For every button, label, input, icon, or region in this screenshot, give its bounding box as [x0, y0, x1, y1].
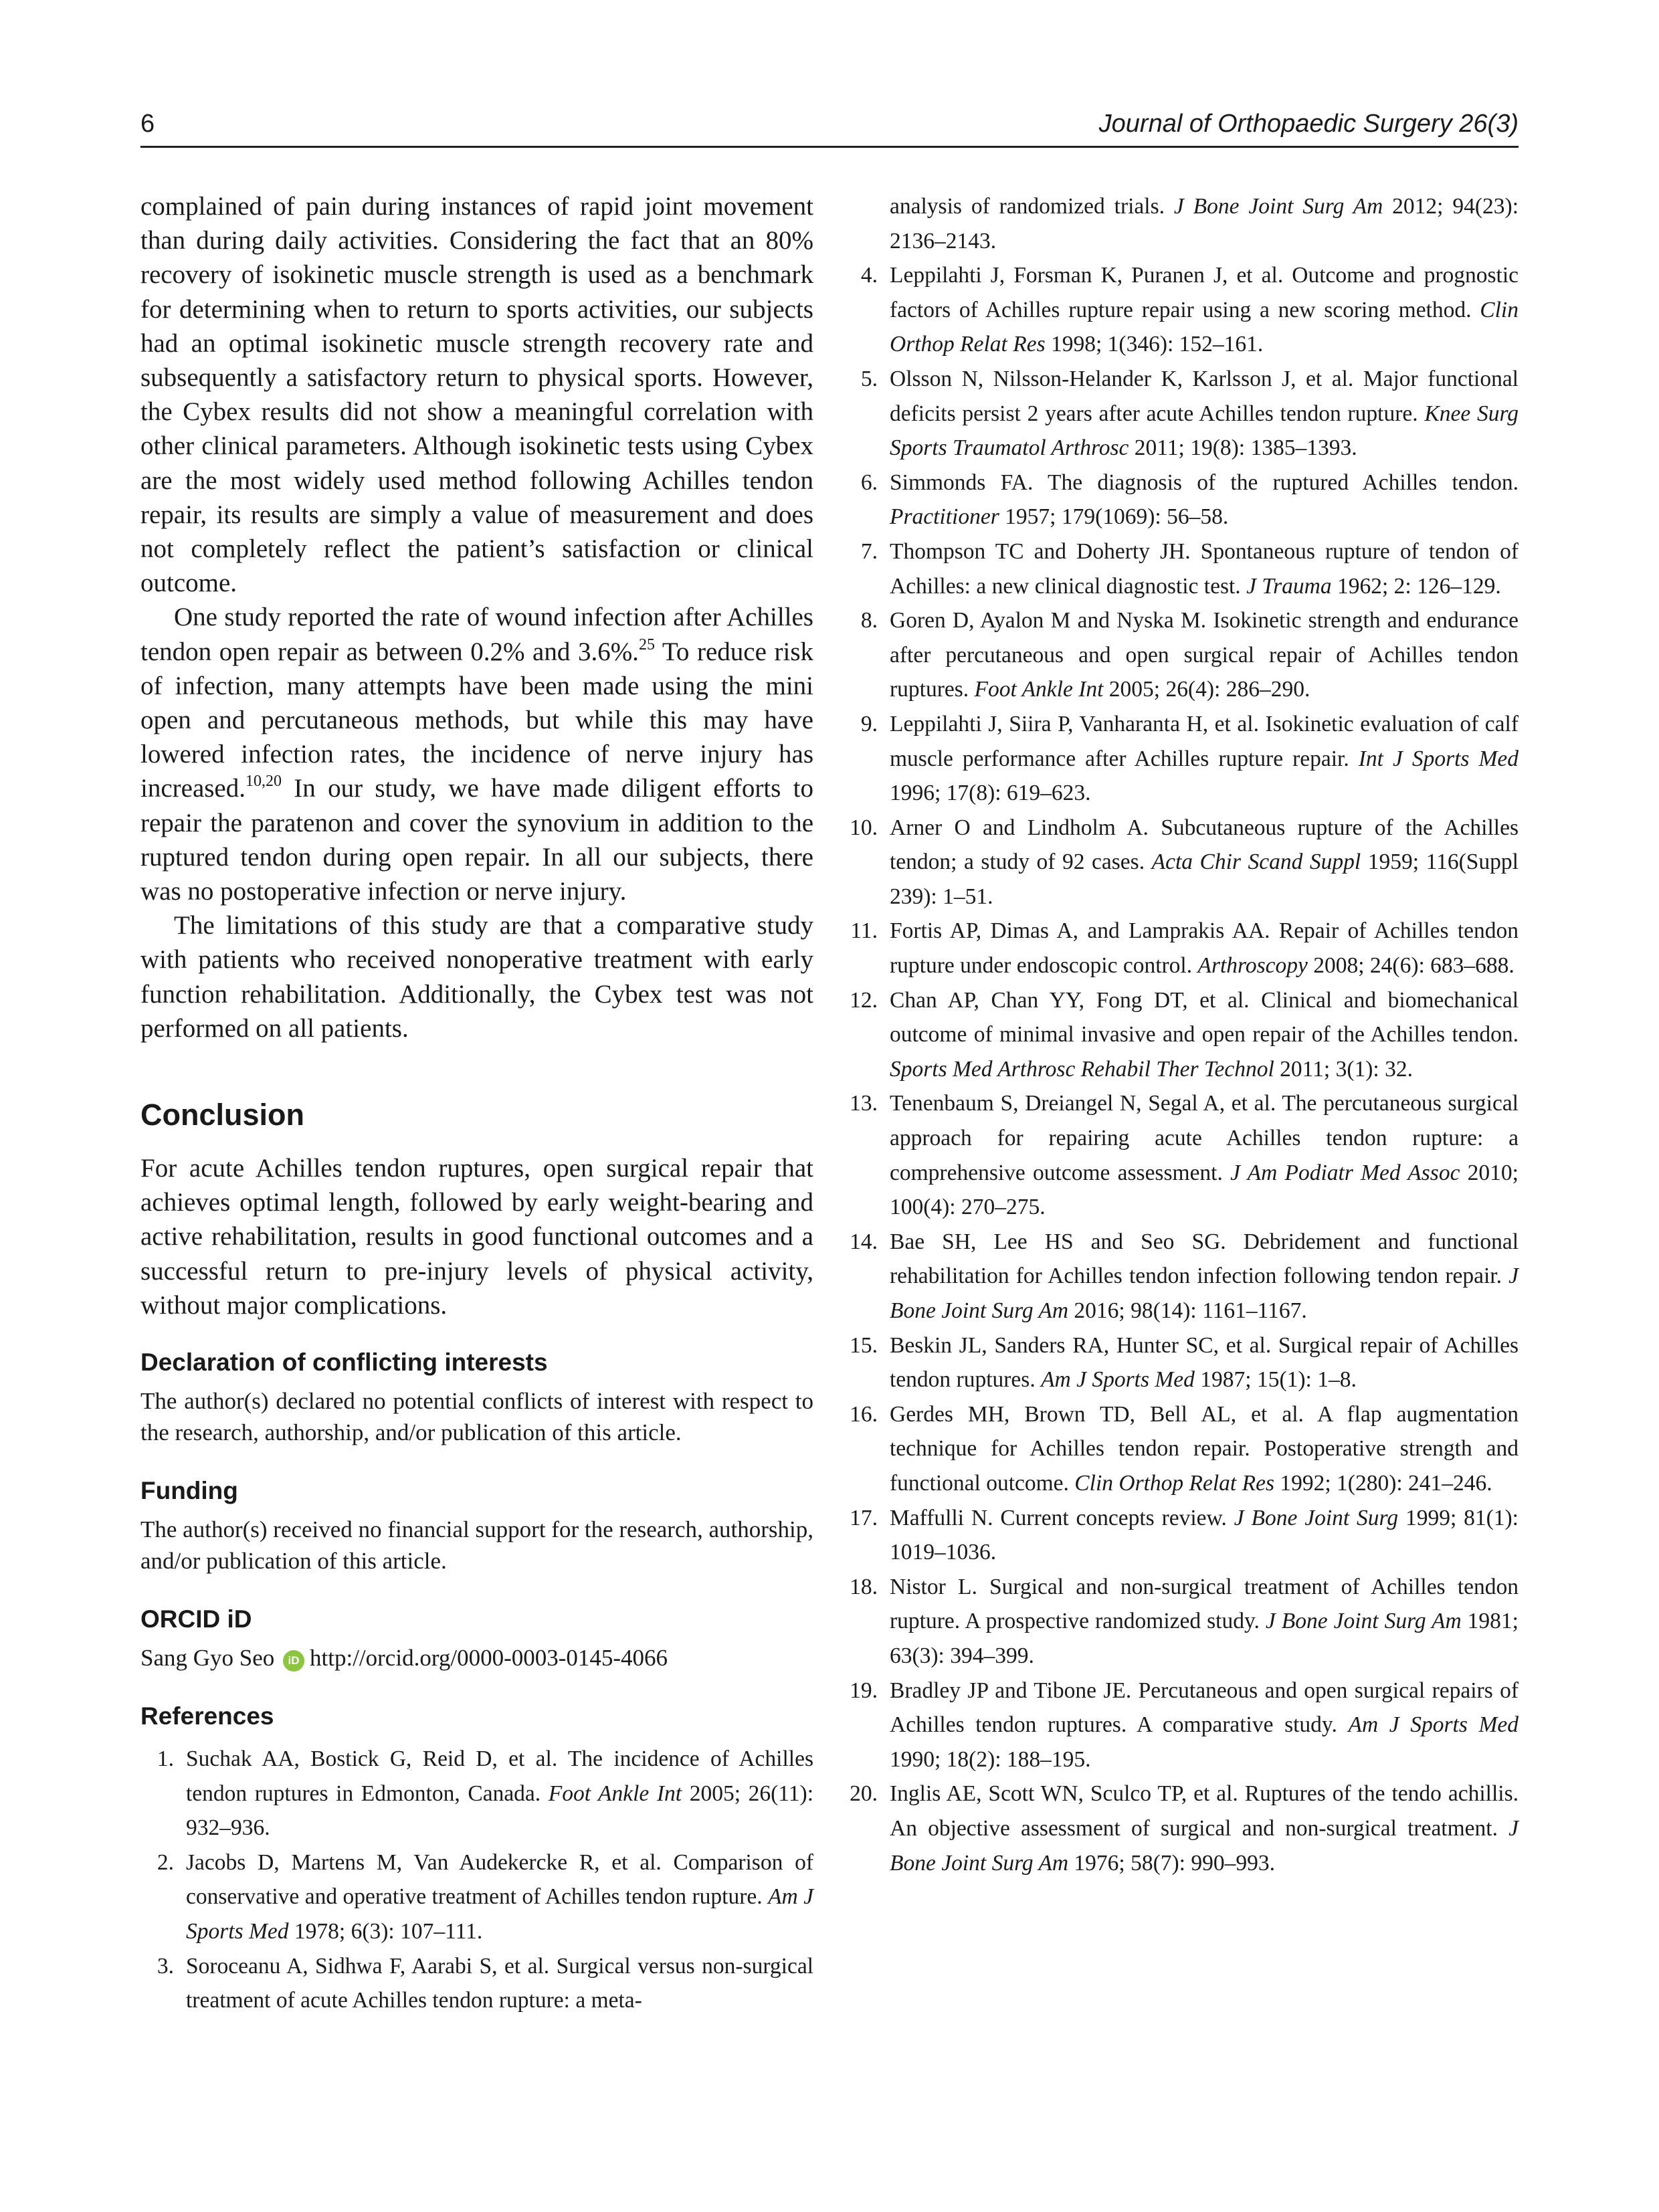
- right-column: [844, 189, 1519, 1880]
- orcid-entry: [140, 1642, 813, 1674]
- declaration-text: The author(s) declared no potential conflicts of interest with respect to the research, authorship, and/or publication of this article.: [140, 1388, 813, 1446]
- reference-item: 6. Simmonds FA. The diagnosis of the ruptured Achilles tendon. Practitioner 1957; 179(1069): 56–58.: [860, 470, 1519, 530]
- reference-item: 14. Bae SH, Lee HS and Seo SG. Debridement and functional rehabilitation for Achilles tendon infection following tendon repair. J Bone Joint Surg Am 2016; 98(14): 1161–1167.: [850, 1229, 1519, 1323]
- reference-item: 12. Chan AP, Chan YY, Fong DT, et al. Clinical and biomechanical outcome of minimal invasive and open repair of the Achilles tendon. Sports Med Arthrosc Rehabil Ther Technol 2011; 3(1): 32.: [850, 987, 1519, 1082]
- reference-item: 15. Beskin JL, Sanders RA, Hunter SC, et al. Surgical repair of Achilles tendon ruptures. Am J Sports Med 1987; 15(1): 1–8.: [850, 1332, 1519, 1393]
- reference-item: 5. Olsson N, Nilsson-Helander K, Karlsson J, et al. Major functional deficits persist 2 years after acute Achilles tendon rupture. Knee Surg Sports Traumatol Arthrosc 2011; 19(8): 1385–1393.: [860, 366, 1519, 461]
- reference-item: 16. Gerdes MH, Brown TD, Bell AL, et al. A flap augmentation technique for Achilles tendon repair. Postoperative strength and functional outcome. Clin Orthop Relat Res 1992; 1(280): 241–246.: [850, 1401, 1519, 1496]
- references-list-right: [844, 258, 1519, 1880]
- body-paragraph-1: complained of pain during instances of rapid joint movement than during daily activities. Considering the fact that an 80% recovery of isokinetic muscle strength is used as a benchmark for determining when to return to sports activities, our subjects had an optimal isokinetic muscle strength recovery rate and subsequently a satisfactory return to physical sports. However, the Cybex results did not show a meaningful correlation with other clinical parameters. Although isokinetic tests using Cybex are the most widely used method following Achilles tendon repair, its results are simply a value of measurement and does not completely reflect the patient’s satisfaction or clinical outcome.: [140, 192, 813, 598]
- reference-item: 10. Arner O and Lindholm A. Subcutaneous rupture of the Achilles tendon; a study of 92 cases. Acta Chir Scand Suppl 1959; 116(Suppl 239): 1–51.: [850, 815, 1519, 909]
- reference-item: 7. Thompson TC and Doherty JH. Spontaneous rupture of tendon of Achilles: a new clinical diagnostic test. J Trauma 1962; 2: 126–129.: [860, 538, 1519, 599]
- reference-item: 13. Tenenbaum S, Dreiangel N, Segal A, et al. The percutaneous surgical approach for repairing acute Achilles tendon rupture: a comprehensive outcome assessment. J Am Podiatr Med Assoc 2010; 100(4): 270–275.: [850, 1091, 1519, 1220]
- reference-item: 18. Nistor L. Surgical and non-surgical treatment of Achilles tendon rupture. A prospective randomized study. J Bone Joint Surg Am 1981; 63(3): 394–399.: [850, 1574, 1519, 1668]
- references-heading: References: [140, 1702, 274, 1730]
- references-list-left: [140, 1742, 813, 2018]
- reference-continuation: analysis of randomized trials. J Bone Joint Surg Am 2012; 94(23): 2136–2143.: [890, 194, 1519, 254]
- reference-item: 11. Fortis AP, Dimas A, and Lamprakis AA. Repair of Achilles tendon rupture under endoscopic control. Arthroscopy 2008; 24(6): 683–688.: [850, 918, 1519, 979]
- reference-item: 20. Inglis AE, Scott WN, Sculco TP, et al. Ruptures of the tendo achillis. An objective assessment of surgical and non-surgical treatment. J Bone Joint Surg Am 1976; 58(7): 990–993.: [850, 1781, 1519, 1876]
- conclusion-heading: Conclusion: [140, 1098, 304, 1132]
- orcid-icon: iD: [283, 1650, 304, 1672]
- left-column: [140, 189, 813, 2018]
- running-header: [140, 107, 1519, 148]
- reference-item: 3. Soroceanu A, Sidhwa F, Aarabi S, et al. Surgical versus non-surgical treatment of acute Achilles tendon rupture: a meta-: [157, 1953, 813, 2013]
- reference-item: 17. Maffulli N. Current concepts review. J Bone Joint Surg 1999; 81(1): 1019–1036.: [850, 1505, 1519, 1565]
- funding-heading: Funding: [140, 1477, 238, 1505]
- reference-item: 4. Leppilahti J, Forsman K, Puranen J, et al. Outcome and prognostic factors of Achilles rupture repair using a new scoring method. Clin Orthop Relat Res 1998; 1(346): 152–161.: [860, 263, 1519, 357]
- journal-title: Journal of Orthopaedic Surgery 26(3): [1098, 110, 1519, 138]
- declaration-heading: Declaration of conflicting interests: [140, 1348, 548, 1377]
- orcid-link[interactable]: http://orcid.org/0000-0003-0145-4066: [310, 1645, 668, 1672]
- reference-item: 9. Leppilahti J, Siira P, Vanharanta H, et al. Isokinetic evaluation of calf muscle performance after Achilles rupture repair. Int J Sports Med 1996; 17(8): 619–623.: [860, 711, 1519, 806]
- orcid-author-name: Sang Gyo Seo: [140, 1645, 275, 1672]
- funding-text: The author(s) received no financial support for the research, authorship, and/or publication of this article.: [140, 1516, 813, 1575]
- body-paragraph-3: The limitations of this study are that a comparative study with patients who received nonoperative treatment with early function rehabilitation. Additionally, the Cybex test was not performed on all patients.: [140, 911, 813, 1043]
- orcid-heading: ORCID iD: [140, 1605, 252, 1633]
- citation-superscript: 25: [638, 635, 655, 653]
- reference-item: 2. Jacobs D, Martens M, Van Audekercke R, et al. Comparison of conservative and operative treatment of Achilles tendon rupture. Am J Sports Med 1978; 6(3): 107–111.: [157, 1849, 813, 1944]
- reference-item: 1. Suchak AA, Bostick G, Reid D, et al. The incidence of Achilles tendon ruptures in Edmonton, Canada. Foot Ankle Int 2005; 26(11): 932–936.: [157, 1746, 814, 1841]
- reference-item: 19. Bradley JP and Tibone JE. Percutaneous and open surgical repairs of Achilles tendon ruptures. A comparative study. Am J Sports Med 1990; 18(2): 188–195.: [850, 1678, 1519, 1772]
- conclusion-text: For acute Achilles tendon ruptures, open surgical repair that achieves optimal length, followed by early weight-bearing and active rehabilitation, results in good functional outcomes and a successful return to pre-injury levels of physical activity, without major complications.: [140, 1154, 813, 1320]
- page-number: 6: [140, 110, 155, 138]
- body-paragraph-2: One study reported the rate of wound infection after Achilles tendon open repair as between 0.2% and 3.6%.$^{25}$ To reduce risk of infection, many attempts have been made using the mini open and percutaneous methods, but while this may have lowered infection rates, the incidence of nerve injury has increased.$^{10,20}$ In our study, we have made diligent efforts to repair the paratenon and cover the synovium in addition to the ruptured tendon during open repair. In all our subjects, there was no postoperative infection or nerve injury.: [140, 603, 814, 906]
- reference-item: 8. Goren D, Ayalon M and Nyska M. Isokinetic strength and endurance after percutaneous and open surgical repair of Achilles tendon ruptures. Foot Ankle Int 2005; 26(4): 286–290.: [860, 608, 1519, 702]
- citation-superscript: 10,20: [246, 773, 282, 791]
